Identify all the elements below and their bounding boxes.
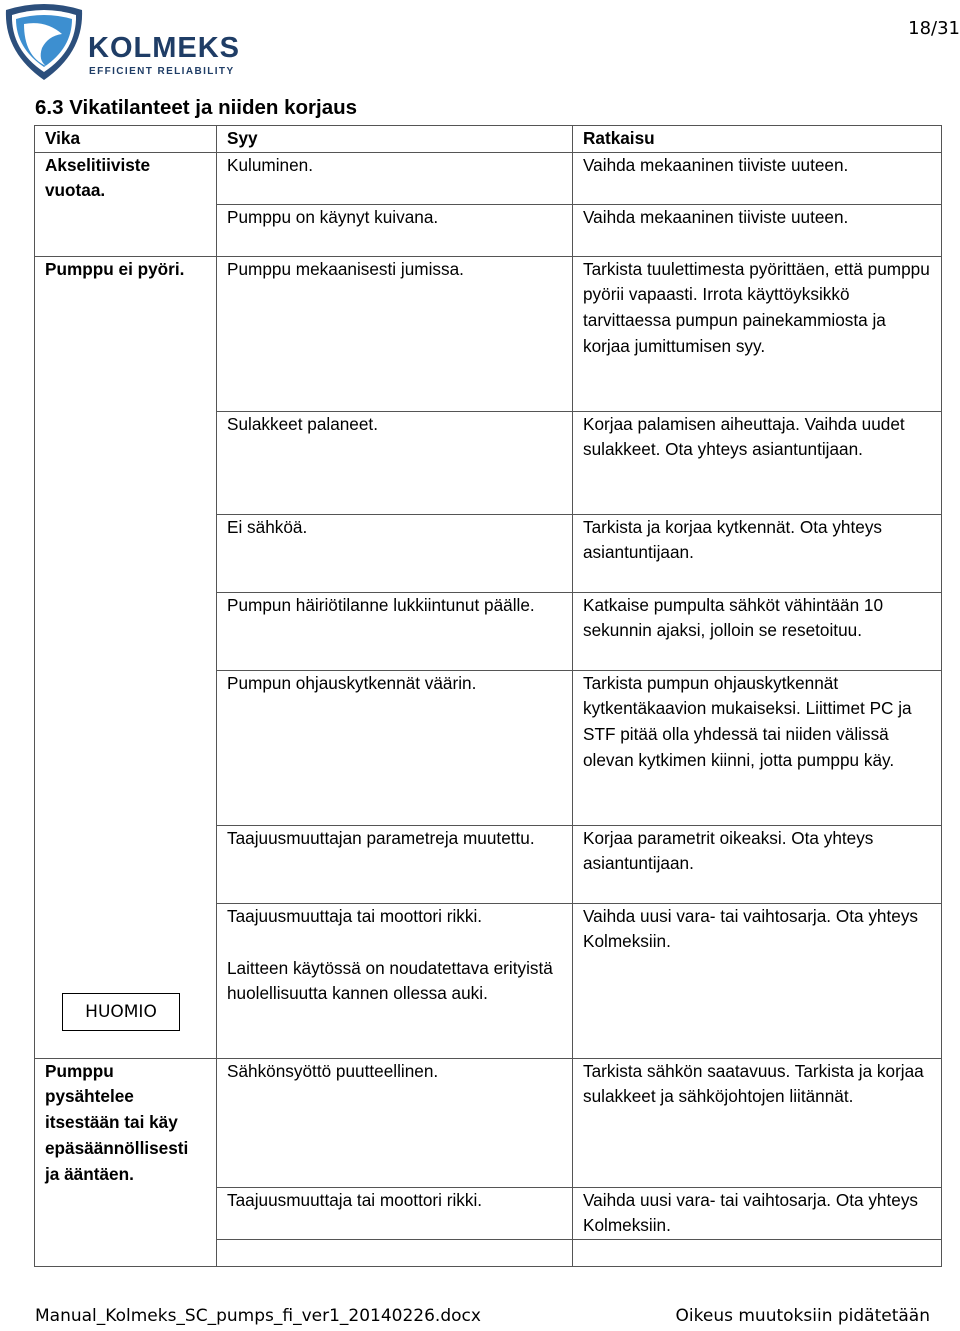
cause-cell: Pumpun häiriötilanne lukkiintunut päälle. [217, 592, 573, 670]
solution-text: Vaihda uusi vara- tai vaihtosarja. Ota yhteys Kolmeksiin. [583, 905, 919, 952]
cause-cell: Pumpun ohjauskytkennät väärin. [217, 670, 573, 825]
solution-cell [573, 1240, 942, 1267]
table-row [35, 1058, 942, 1187]
logo-tagline: EFFICIENT RELIABILITY [89, 66, 235, 77]
footer-filename: Manual_Kolmeks_SC_pumps_fi_ver1_20140226.docx [35, 1306, 481, 1326]
solution-cell: Tarkista pumpun ohjauskytkennät kytkentäkaavion mukaiseksi. Liittimet PC ja STF pitää olla yhdessä tai niiden välissä olevan kytkimen kiinni, jotta pumppu käy. [573, 670, 942, 825]
cause-cell: Ei sähköä. [217, 514, 573, 592]
section-title: 6.3 Vikatilanteet ja niiden korjaus [35, 96, 358, 119]
solution-cell: Vaihda uusi vara- tai vaihtosarja. Ota yhteys Kolmeksiin. [573, 1187, 942, 1239]
troubleshooting-table [34, 125, 942, 1267]
column-header-syy: Syy [217, 126, 573, 153]
table-row [35, 152, 942, 204]
notice-box: HUOMIO [62, 993, 180, 1031]
solution-cell: Korjaa palamisen aiheuttaja. Vaihda uudet sulakkeet. Ota yhteys asiantuntijaan. [573, 411, 942, 514]
column-header-ratkaisu: Ratkaisu [573, 126, 942, 153]
cause-note-text: Laitteen käytössä on noudatettava erityistä huolellisuutta kannen ollessa auki. [227, 957, 553, 1004]
cause-cell: Pumppu on käynyt kuivana. [217, 204, 573, 256]
table-row [35, 256, 942, 411]
logo-wordmark: KOLMEKS [88, 32, 240, 64]
solution-cell: Tarkista ja korjaa kytkennät. Ota yhteys asiantuntijaan. [573, 514, 942, 592]
solution-cell: Tarkista tuulettimesta pyörittäen, että pumppu pyörii vapaasti. Irrota käyttöyksikkö tarvittaessa pumpun painekammiosta ja korjaa jumittumisen syy. [573, 256, 942, 411]
cause-cell: Taajuusmuuttaja tai moottori rikki. [217, 1187, 573, 1239]
fault-cell: Pumppu ei pyöri. [35, 256, 217, 1058]
cause-text: Taajuusmuuttaja tai moottori rikki. [227, 905, 483, 926]
fault-cell: Pumppu pysähtelee itsestään tai käy epäsäännöllisesti ja ääntäen. [35, 1058, 217, 1266]
solution-cell: Korjaa parametrit oikeaksi. Ota yhteys asiantuntijaan. [573, 825, 942, 903]
column-header-vika: Vika [35, 126, 217, 153]
cause-cell [217, 903, 573, 1058]
kolmeks-logo [2, 2, 242, 82]
cause-cell: Taajuusmuuttajan parametreja muutettu. [217, 825, 573, 903]
shield-logo-icon [2, 2, 86, 82]
cause-cell [217, 1240, 573, 1267]
table-header-row [35, 126, 942, 153]
fault-cell: Akselitiiviste vuotaa. [35, 152, 217, 256]
cause-cell: Kuluminen. [217, 152, 573, 204]
solution-cell: Tarkista sähkön saatavuus. Tarkista ja korjaa sulakkeet ja sähköjohtojen liitännät. [573, 1058, 942, 1187]
solution-cell [573, 903, 942, 1058]
solution-cell: Vaihda mekaaninen tiiviste uuteen. [573, 152, 942, 204]
cause-cell: Sähkönsyöttö puutteellinen. [217, 1058, 573, 1187]
solution-cell: Katkaise pumpulta sähköt vähintään 10 sekunnin ajaksi, jolloin se resetoituu. [573, 592, 942, 670]
cause-cell: Pumppu mekaanisesti jumissa. [217, 256, 573, 411]
page-number: 18/31 [908, 18, 960, 39]
cause-cell: Sulakkeet palaneet. [217, 411, 573, 514]
solution-cell: Vaihda mekaaninen tiiviste uuteen. [573, 204, 942, 256]
footer-disclaimer: Oikeus muutoksiin pidätetään [675, 1306, 930, 1326]
